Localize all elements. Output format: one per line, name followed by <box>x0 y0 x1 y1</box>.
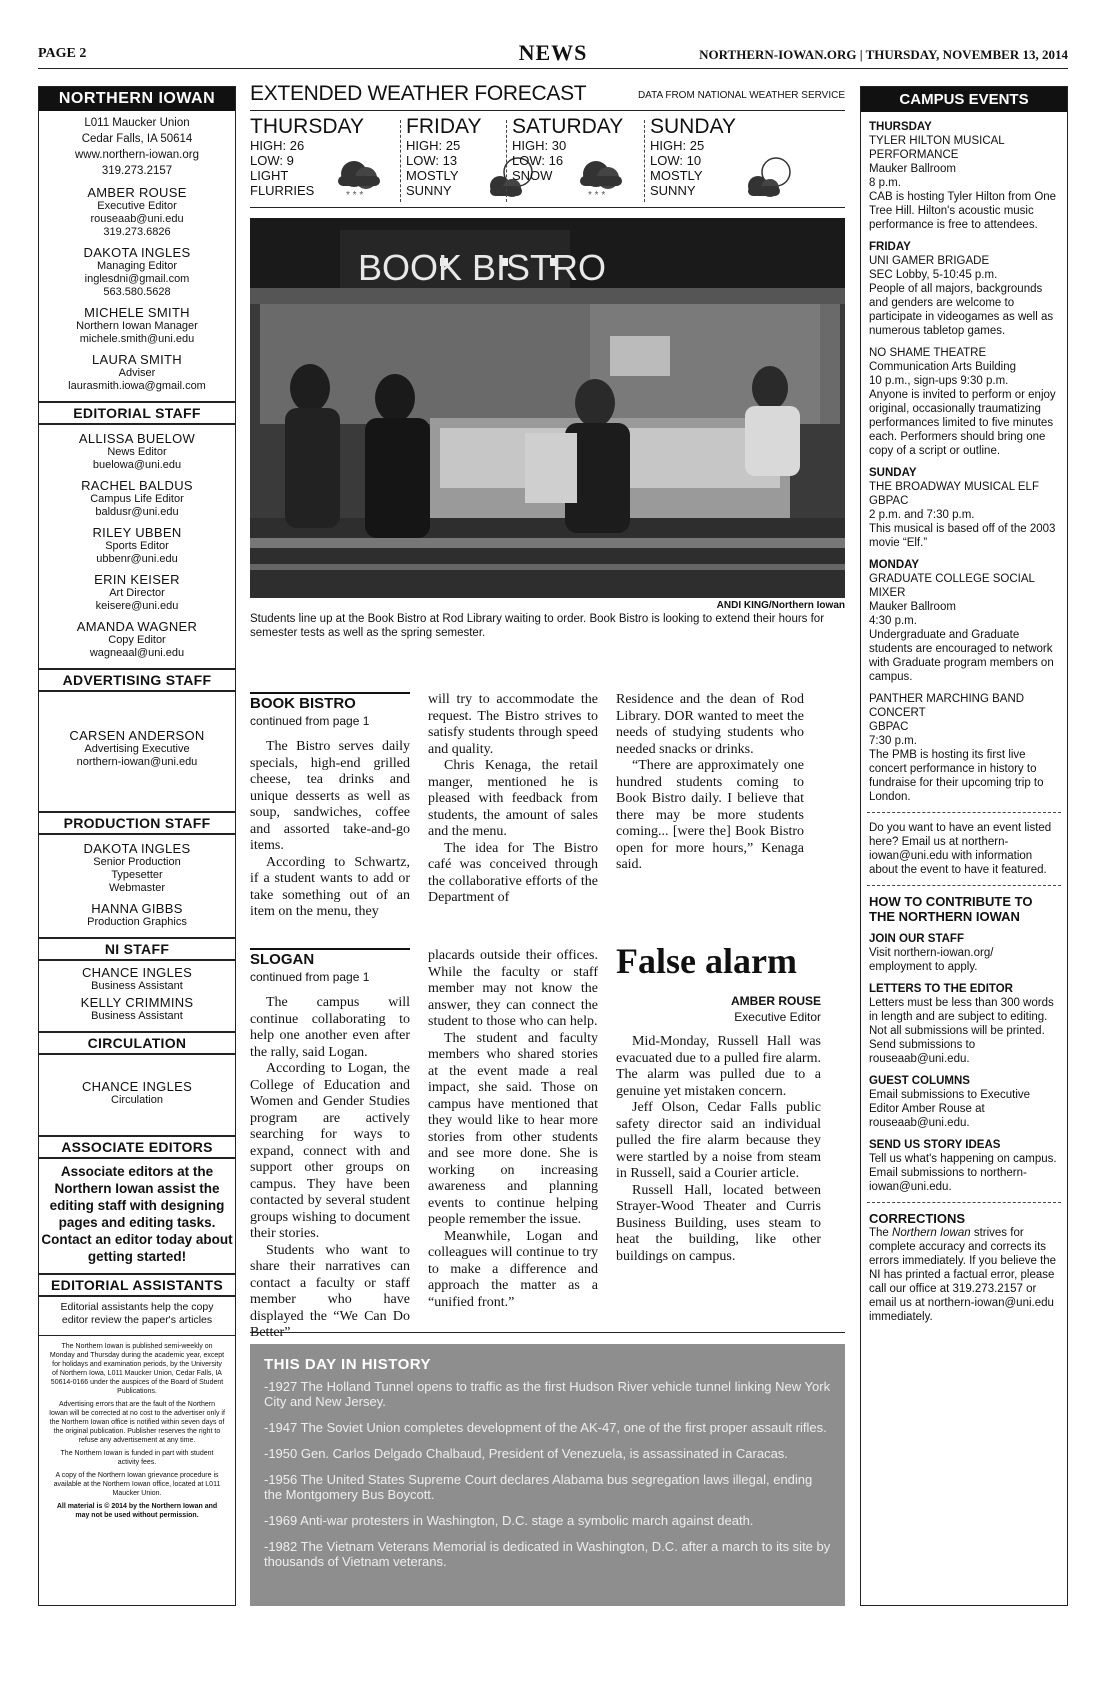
sun-cloud-icon <box>742 152 800 200</box>
event-place: GBPAC <box>869 721 909 733</box>
false-alarm-byline <box>616 994 821 1024</box>
staff-name: ALLISSA BUELOW <box>78 431 196 446</box>
weather-rule <box>250 110 845 111</box>
page-header <box>38 42 1068 66</box>
event-day: MONDAY <box>869 559 920 571</box>
staff-email[interactable]: laurasmith.iowa@gmail.com <box>68 380 206 392</box>
staff-role: Advertising Executive <box>84 743 190 755</box>
event-place: GBPAC <box>869 495 909 507</box>
staff-role: Business Assistant <box>91 1010 183 1022</box>
event-day: THURSDAY <box>869 121 932 133</box>
associate-editors-heading: ASSOCIATE EDITORS <box>39 1135 235 1159</box>
false-alarm-headline: False alarm <box>616 941 797 981</box>
contribute-section <box>861 886 1067 924</box>
header-rule <box>38 68 1068 69</box>
low-temp: LOW: 10 <box>650 153 702 168</box>
staff-role: Campus Life Editor <box>90 493 184 505</box>
history-item: -1950 Gen. Carlos Delgado Chalbaud, President of Venezuela, is assassinated in Caracas. <box>264 1446 788 1461</box>
event-title: GRADUATE COLLEGE SOCIAL MIXER <box>869 573 1035 599</box>
history-title: THIS DAY IN HISTORY <box>264 1356 432 1373</box>
circulation-heading: CIRCULATION <box>39 1031 235 1055</box>
staff-entry <box>39 1055 235 1127</box>
event-title: PANTHER MARCHING BAND CONCERT <box>869 693 1025 719</box>
event-time: 10 p.m., sign-ups 9:30 p.m. <box>869 375 1009 387</box>
fine-print-paragraph: The Northern Iowan is funded in part with student activity fees. <box>60 1450 214 1466</box>
day-separator <box>400 120 401 202</box>
staff-role: Adviser <box>118 367 156 379</box>
staff-entry <box>39 478 235 519</box>
staff-email[interactable]: rouseaab@uni.edu <box>90 213 184 225</box>
staff-email[interactable]: michele.smith@uni.edu <box>79 333 195 345</box>
staff-entry <box>39 572 235 613</box>
article-paragraph: The campus will continue collaborating to help one another even after the rally, said Logan. <box>250 995 410 1060</box>
editorial-assistants-heading: EDITORIAL ASSISTANTS <box>39 1273 235 1297</box>
slogan-column-2 <box>428 948 598 1311</box>
book-bistro-column-1 <box>250 692 410 921</box>
staff-role: Business Assistant <box>91 980 183 992</box>
contribute-item <box>861 924 1067 974</box>
corrections-text-start: The <box>869 1227 893 1239</box>
event-submit-note: Do you want to have an event listed here? Email us at northern-iowan@uni.edu with information about the event to have it featured. <box>869 822 1052 876</box>
staff-name: CHANCE INGLES <box>81 1079 193 1094</box>
campus-events-title: CAMPUS EVENTS <box>861 87 1067 112</box>
contribute-text: Email submissions to Executive Editor Amber Rouse at rouseaab@uni.edu. <box>869 1089 1031 1129</box>
event-place: Mauker Ballroom <box>869 163 956 175</box>
article-paragraph: The idea for The Bistro café was conceived through the collaborative efforts of the Department of <box>428 840 598 905</box>
editorial-staff-heading: EDITORIAL STAFF <box>39 401 235 425</box>
book-bistro-column-2 <box>428 692 598 907</box>
event-item <box>861 684 1067 804</box>
event-description: CAB is hosting Tyler Hilton from One Tree Hill. Hilton's acoustic music performance is free to attendees. <box>869 191 1057 231</box>
event-place: SEC Lobby, 5-10:45 p.m. <box>869 269 998 281</box>
history-item: -1947 The Soviet Union completes development of the AK-47, one of the first proper assault rifles. <box>264 1420 827 1435</box>
event-description: Anyone is invited to perform or enjoy original, occasionally traumatizing performances limited to five minutes each. Performers should bring one copy of a script or outline. <box>869 389 1056 457</box>
staff-entry <box>39 305 235 346</box>
photo-caption: Students line up at the Book Bistro at Rod Library waiting to order. Book Bistro is looking to extend their hours for semester tests as well as the spring semester. <box>250 613 825 639</box>
staff-entry <box>39 431 235 472</box>
staff-role: Circulation <box>111 1094 163 1106</box>
masthead-title: NORTHERN IOWAN <box>39 87 235 111</box>
false-alarm-body <box>616 1034 821 1265</box>
event-time: 8 p.m. <box>869 177 901 189</box>
contribute-item <box>861 974 1067 1066</box>
staff-role: Sports Editor <box>105 540 169 552</box>
contribute-title: HOW TO CONTRIBUTE TO THE NORTHERN IOWAN <box>869 894 1033 924</box>
staff-entry <box>39 965 235 993</box>
weather-forecast <box>250 82 845 210</box>
event-place: Mauker Ballroom <box>869 601 956 613</box>
staff-entry <box>39 245 235 299</box>
staff-email[interactable]: inglesdni@gmail.com <box>84 273 190 285</box>
event-time: 2 p.m. and 7:30 p.m. <box>869 509 975 521</box>
article-paragraph: Residence and the dean of Rod Library. DOR wanted to meet the needs of studying students who needed snacks or drinks. <box>616 692 804 757</box>
staff-name: AMBER ROUSE <box>87 185 187 200</box>
corrections-title: CORRECTIONS <box>869 1211 966 1226</box>
staff-role: Managing Editor <box>96 260 178 272</box>
history-item: -1982 The Vietnam Veterans Memorial is dedicated in Washington, D.C. after a march to its site by thousands of Vietnam veterans. <box>264 1539 831 1569</box>
article-paragraph: Chris Kenaga, the retail manger, mentioned he is pleased with feedback from students, the amount of sales and the menu. <box>428 758 598 839</box>
history-item: -1956 The United States Supreme Court declares Alabama bus segregation laws illegal, ending the Montgomery Bus Boycott. <box>264 1472 813 1502</box>
event-title: TYLER HILTON MUSICAL PERFORMANCE <box>869 135 1005 161</box>
staff-role: Executive Editor <box>97 200 177 212</box>
svg-text:* * *: * * * <box>588 190 606 200</box>
fine-print-paragraph: The Northern Iowan is published semi-weekly on Monday and Thursday during the academic year, except for holidays and examination periods, by the University of Northern Iowa, L011 Maucker Union, Cedar Falls, IA 50614-0166 under the auspices of the Board of Student Publications. <box>49 1343 225 1395</box>
article-paragraph: Students who want to share their narratives can contact a faculty or staff member who have displayed the “We Can Do Better” <box>250 1242 410 1340</box>
condition: SNOW <box>512 168 553 183</box>
staff-email[interactable]: buelowa@uni.edu <box>92 459 182 471</box>
history-item: -1969 Anti-war protesters in Washington, D.C. stage a symbolic march against death. <box>264 1513 754 1528</box>
event-description: Undergraduate and Graduate students are encouraged to network with Graduate program members on campus. <box>869 629 1054 683</box>
cloud-snow-icon <box>570 152 628 200</box>
masthead-column <box>38 86 236 1606</box>
staff-email[interactable]: keisere@uni.edu <box>95 600 179 612</box>
article-paragraph: placards outside their offices. While the faculty or staff member may not know the answer, they can connect the student to those who can help. <box>428 948 598 1029</box>
day-name: SUNDAY <box>650 115 736 138</box>
event-day: FRIDAY <box>869 241 911 253</box>
contribute-heading: SEND US STORY IDEAS <box>869 1139 1001 1151</box>
staff-name: MICHELE SMITH <box>84 305 190 320</box>
contribute-text: Tell us what's happening on campus. Email submissions to northern-iowan@uni.edu. <box>869 1153 1057 1193</box>
condition: LIGHT <box>250 168 289 183</box>
address-line: Cedar Falls, IA 50614 <box>81 133 193 145</box>
staff-role: News Editor <box>107 446 167 458</box>
ni-staff-heading: NI STAFF <box>39 937 235 961</box>
editorial-assistants-text: Editorial assistants help the copy editor review the paper's articles <box>60 1301 214 1326</box>
event-place: Communication Arts Building <box>869 361 1017 373</box>
condition: SUNNY <box>650 183 696 198</box>
section-title: NEWS <box>518 40 588 65</box>
event-title: THE BROADWAY MUSICAL ELF <box>869 481 1039 493</box>
dateline: NORTHERN-IOWAN.ORG | THURSDAY, NOVEMBER 13, 2014 <box>699 47 1068 62</box>
condition: MOSTLY <box>406 168 459 183</box>
slogan-column-1 <box>250 948 410 1342</box>
event-description: The PMB is hosting its first live concert performance in history to fundraise for their upcoming trip to London. <box>869 749 1044 803</box>
staff-name: CHANCE INGLES <box>81 965 193 980</box>
corrections-section <box>861 1203 1067 1324</box>
contribute-text: Visit northern-iowan.org/ employment to apply. <box>869 947 994 973</box>
article-paragraph: The student and faculty members who shared stories at the event made a real impact, she said. Those on campus have mentioned that they would like to hear more stories from other students and see more done. She is working on increasing awareness and planning events to continue helping people remember the issue. <box>428 1030 598 1227</box>
event-item <box>861 458 1067 550</box>
low-temp: LOW: 9 <box>250 153 294 168</box>
weather-title: EXTENDED WEATHER FORECAST <box>250 82 587 105</box>
article-paragraph: The Bistro serves daily specials, high-end grilled cheese, tea drinks and unique desserts as well as soup, sandwiches, coffee and assorted take-and-go items. <box>250 739 410 853</box>
staff-entry <box>39 995 235 1023</box>
svg-text:* * *: * * * <box>346 190 364 200</box>
staff-name: RACHEL BALDUS <box>81 478 193 493</box>
corrections-text-end: strives for complete accuracy and corrects its errors immediately. If you believe the NI has printed a factual error, please call our office at 319.273.2157 or email us at northern-iowan@uni.edu immediately. <box>869 1227 1057 1323</box>
fine-print-paragraph: All material is © 2014 by the Northern Iowan and may not be used without permission. <box>56 1503 218 1519</box>
continued-note: continued from page 1 <box>250 713 370 728</box>
book-bistro-photo <box>250 218 845 598</box>
event-item <box>861 550 1067 684</box>
day-name: THURSDAY <box>250 115 364 138</box>
article-paragraph: Meanwhile, Logan and colleagues will continue to try to make a difference and approach the matter as a “unified front.” <box>428 1228 598 1310</box>
staff-entry <box>39 841 235 895</box>
event-description: People of all majors, backgrounds and genders are welcome to participate in videogames as well as numerous tabletop games. <box>869 283 1054 337</box>
contribute-item <box>861 1066 1067 1130</box>
staff-entry <box>39 525 235 566</box>
fine-print-paragraph: A copy of the Northern Iowan grievance procedure is available at the Northern Iowan office, located at L011 Maucker Union. <box>53 1472 221 1497</box>
contribute-item <box>861 1130 1067 1194</box>
staff-name: KELLY CRIMMINS <box>80 995 194 1010</box>
event-description: This musical is based off of the 2003 movie “Elf.” <box>869 523 1056 549</box>
day-separator <box>644 120 645 202</box>
staff-name: HANNA GIBBS <box>91 901 183 916</box>
high-temp: HIGH: 25 <box>406 138 461 153</box>
contribute-heading: JOIN OUR STAFF <box>869 933 964 945</box>
staff-name: RILEY UBBEN <box>92 525 182 540</box>
contribute-text: Letters must be less than 300 words in length and are subject to editing. Not all submissions will be printed. Send submissions to rouseaab@uni.edu. <box>869 997 1054 1065</box>
staff-email[interactable]: baldusr@uni.edu <box>95 506 179 518</box>
high-temp: HIGH: 26 <box>250 138 305 153</box>
byline-name: AMBER ROUSE <box>730 994 821 1008</box>
staff-name: AMANDA WAGNER <box>76 619 198 634</box>
staff-name: LAURA SMITH <box>92 352 182 367</box>
staff-entry <box>39 185 235 239</box>
fine-print <box>39 1335 235 1522</box>
article-paragraph: According to Schwartz, if a student wants to add or take something out of an item on the menu, they <box>250 854 410 919</box>
event-item <box>861 112 1067 232</box>
article-heading: SLOGAN <box>250 948 410 969</box>
corrections-paper-name: Northern Iowan <box>892 1227 971 1239</box>
contribute-heading: GUEST COLUMNS <box>869 1075 970 1087</box>
staff-role: Production Graphics <box>87 916 187 928</box>
event-title: NO SHAME THEATRE <box>869 347 987 359</box>
staff-name: CARSEN ANDERSON <box>69 728 205 743</box>
staff-entry <box>39 901 235 929</box>
corrections-text <box>869 1226 1059 1324</box>
condition: SUNNY <box>406 183 452 198</box>
condition: MOSTLY <box>650 168 703 183</box>
event-item <box>861 338 1067 458</box>
staff-role: Copy Editor <box>108 634 166 646</box>
staff-phone: 319.273.6826 <box>103 226 171 238</box>
fine-print-paragraph: Advertising errors that are the fault of the Northern Iowan will be corrected at no cost to the advertiser only if the Northern Iowan office is notified within seven days of the original publication. Publisher reserves the right to refuse any advertisement at any time. <box>49 1401 225 1444</box>
article-paragraph: “There are approximately one hundred students coming to Book Bistro daily. I believe that there may be more students coming... [were the] Book Bistro open for more hours,” Kenaga said. <box>616 758 804 872</box>
photo-sign-text: BOOK BISTRO <box>358 247 607 288</box>
staff-name: ERIN KEISER <box>94 572 180 587</box>
high-temp: HIGH: 30 <box>512 138 567 153</box>
staff-email[interactable]: ubbenr@uni.edu <box>96 553 178 565</box>
book-bistro-column-3 <box>616 692 804 874</box>
article-paragraph: Mid-Monday, Russell Hall was evacuated due to a pulled fire alarm. The alarm was pulled due to a genuine yet mistaken concern. <box>616 1034 821 1099</box>
event-day: SUNDAY <box>869 467 917 479</box>
weather-day-sunday <box>650 116 840 206</box>
advertising-staff-heading: ADVERTISING STAFF <box>39 668 235 692</box>
condition: FLURRIES <box>250 183 315 198</box>
history-item: -1927 The Holland Tunnel opens to traffic as the first Hudson River vehicle tunnel linking New York City and New Jersey. <box>264 1379 831 1409</box>
photo-credit: ANDI KING/Northern Iowan <box>716 600 845 611</box>
low-temp: LOW: 16 <box>512 153 564 168</box>
staff-entry <box>39 619 235 660</box>
high-temp: HIGH: 25 <box>650 138 705 153</box>
weather-rule <box>250 207 845 208</box>
article-heading: BOOK BISTRO <box>250 692 410 713</box>
staff-email[interactable]: wagneaal@uni.edu <box>89 647 185 659</box>
day-name: FRIDAY <box>406 115 482 138</box>
weather-source: DATA FROM NATIONAL WEATHER SERVICE <box>637 90 845 101</box>
associate-editors-text: Associate editors at the Northern Iowan assist the editing staff with designing pages and editing tasks. Contact an editor today about getting started! <box>41 1164 233 1264</box>
contribute-heading: LETTERS TO THE EDITOR <box>869 983 1013 995</box>
continued-note: continued from page 1 <box>250 969 370 984</box>
staff-role: Typesetter <box>111 869 163 881</box>
article-paragraph: According to Logan, the College of Education and Women and Gender Studies program are actively searching for ways to expand, connect with and support other groups on campus. They have been contacted by several student groups wishing to document their stories. <box>250 1061 410 1241</box>
event-item <box>861 232 1067 338</box>
article-paragraph: Jeff Olson, Cedar Falls public safety director said an individual pulled the fire alarm because they were startled by a noise from steam in Russell, said a Courier article. <box>616 1100 821 1181</box>
event-time: 7:30 p.m. <box>869 735 917 747</box>
low-temp: LOW: 13 <box>406 153 458 168</box>
page-number: PAGE 2 <box>38 46 87 61</box>
weather-day-thursday <box>250 116 396 206</box>
production-staff-heading: PRODUCTION STAFF <box>39 811 235 835</box>
article-paragraph: will try to accommodate the request. The Bistro strives to satisfy students through speed and quality. <box>428 692 598 757</box>
event-title: UNI GAMER BRIGADE <box>869 255 990 267</box>
byline-title: Executive Editor <box>734 1010 821 1024</box>
staff-name: DAKOTA INGLES <box>83 245 191 260</box>
campus-events-column <box>860 86 1068 1606</box>
staff-role: Art Director <box>109 587 165 599</box>
this-day-in-history <box>250 1344 845 1606</box>
phone-number: 319.273.2157 <box>101 165 173 177</box>
website-link[interactable]: www.northern-iowan.org <box>74 149 199 161</box>
staff-email[interactable]: northern-iowan@uni.edu <box>76 756 198 768</box>
staff-entry <box>39 692 235 803</box>
staff-role: Northern Iowan Manager <box>76 320 198 332</box>
address-line: L011 Maucker Union <box>84 117 190 129</box>
staff-name: DAKOTA INGLES <box>83 841 191 856</box>
event-time: 4:30 p.m. <box>869 615 917 627</box>
history-rule <box>250 1332 845 1333</box>
article-paragraph: Russell Hall, located between Strayer-Wood Theater and Curris Business Building, uses steam to heat the building, like other buildings on campus. <box>616 1182 821 1264</box>
day-separator <box>506 120 507 202</box>
staff-role: Webmaster <box>108 882 166 894</box>
day-name: SATURDAY <box>512 115 624 138</box>
cloud-snow-icon <box>328 152 386 200</box>
staff-phone: 563.580.5628 <box>103 286 171 298</box>
staff-entry <box>39 352 235 393</box>
weather-day-saturday <box>512 116 658 206</box>
staff-role: Senior Production <box>93 856 181 868</box>
